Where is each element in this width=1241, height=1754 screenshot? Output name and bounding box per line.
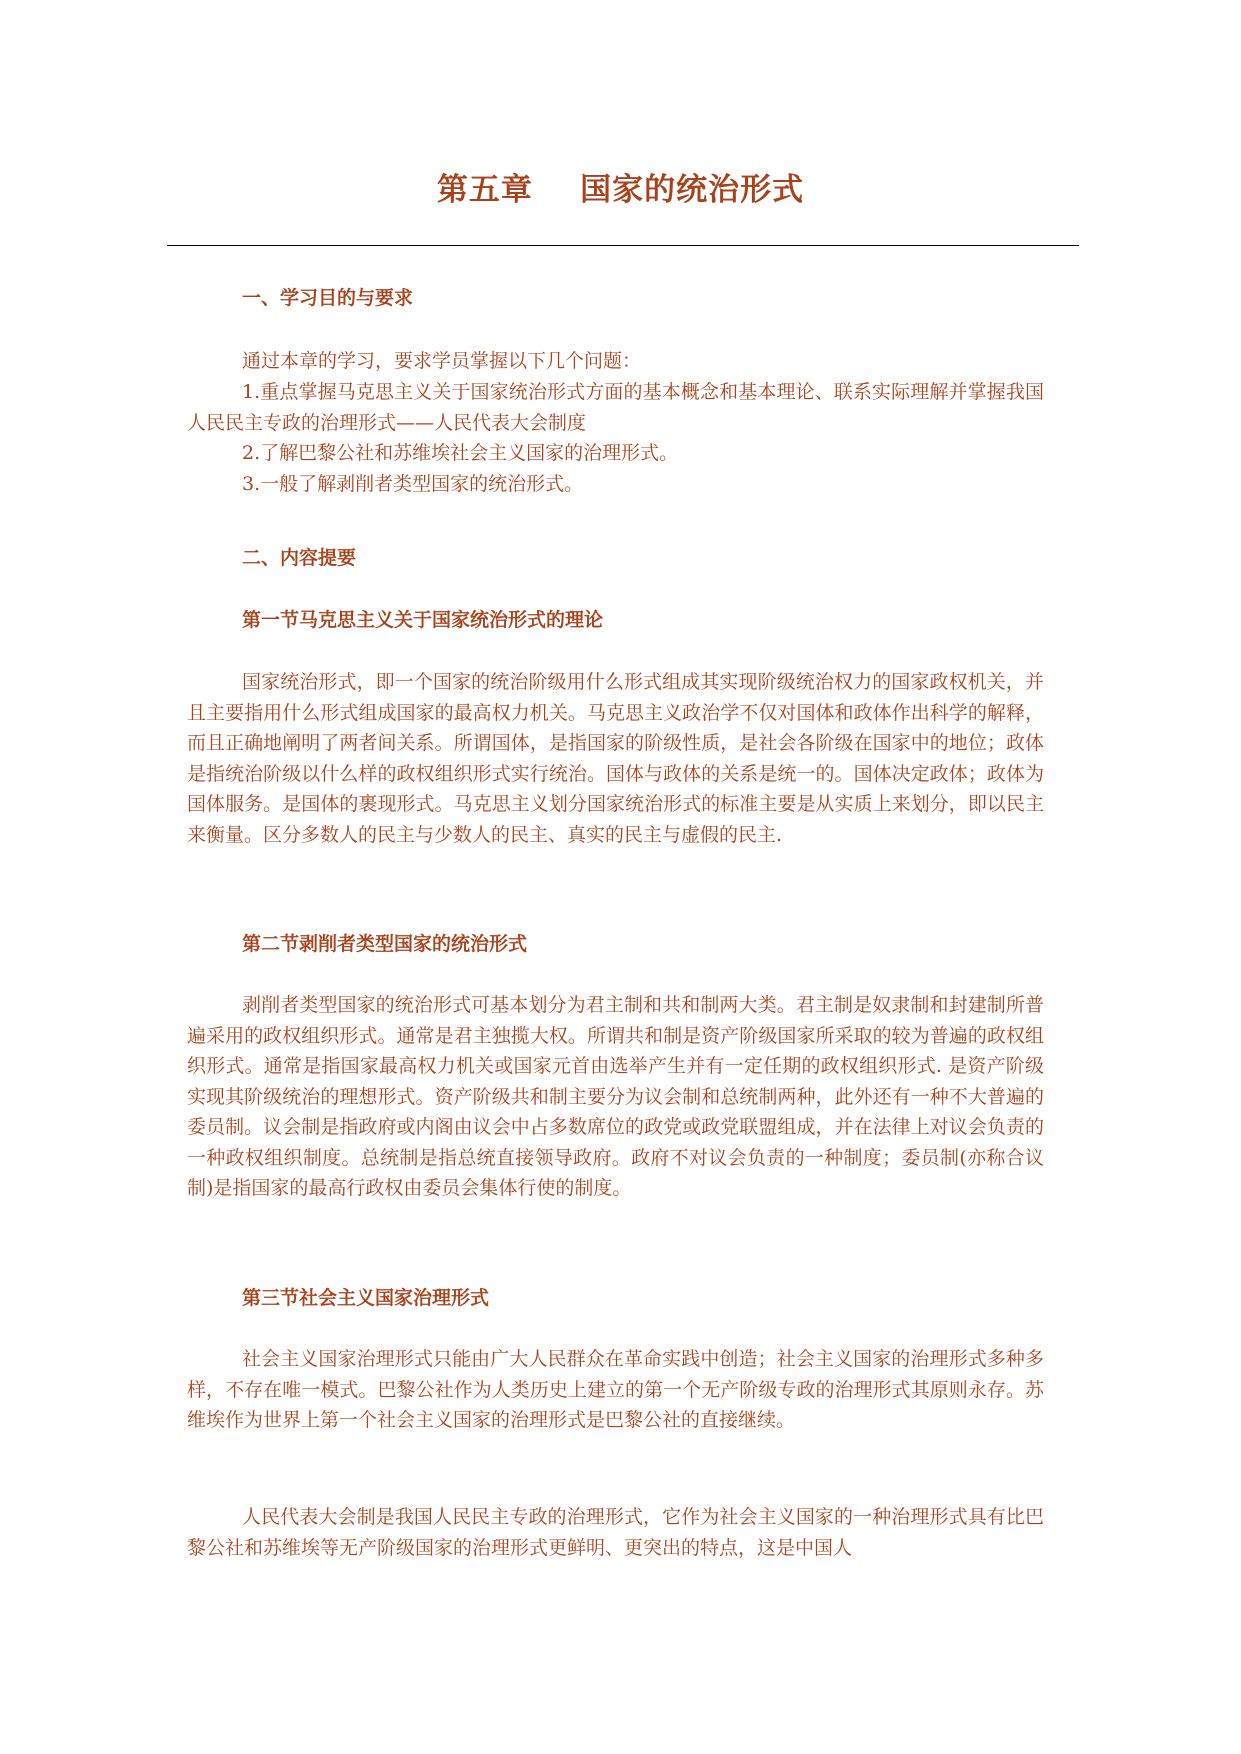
part-heading-1: 第一节马克思主义关于国家统治形式的理论 (242, 609, 604, 631)
chapter-title: 第五章 国家的统治形式 (436, 172, 805, 208)
goal-item-3: 3.一般了解剥削者类型国家的统治形式。 (242, 473, 584, 495)
part-3-paragraph-2: 人民代表大会制是我国人民民主专政的治理形式，它作为社会主义国家的一种治理形式具有比巴黎公社和苏维埃等无产阶级国家的治理形式更鲜明、更突出的特点，这是中国人 (187, 1506, 1044, 1559)
part-2-paragraph: 剥削者类型国家的统治形式可基本划分为君主制和共和制两大类。君主制是奴隶制和封建制所普遍采用的政权组织形式。通常是君主独揽大权。所谓共和制是资产阶级国家所采取的较为普遍的政权组织形式。通常是指国家最高权力机关或国家元首由选举产生并有一定任期的政权组织形式. 是资产阶级实现其阶级统治的理想形式。资产阶级共和制主要分为议会制和总统制两种，此外还有一种不大普遍的委员制。议会制是指政府或内阁由议会中占多数席位的政党或政党联盟组成，并在法律上对议会负责的一种政权组织制度。总统制是指总统直接领导政府。政府不对议会负责的一种制度；委员制(亦称合议制)是指国家的最高行政权由委员会集体行使的制度。 (187, 994, 1044, 1199)
part-3-paragraph-1: 社会主义国家治理形式只能由广大人民群众在革命实践中创造；社会主义国家的治理形式多种多样，不存在唯一模式。巴黎公社作为人类历史上建立的第一个无产阶级专政的治理形式其原则永存。苏维埃作为世界上第一个社会主义国家的治理形式是巴黎公社的直接继续。 (187, 1348, 1044, 1431)
section-heading-goals: 一、学习目的与要求 (242, 287, 414, 309)
section-heading-summary: 二、内容提要 (242, 547, 357, 569)
part-heading-3: 第三节社会主义国家治理形式 (242, 1287, 490, 1309)
goal-item-1: 1.重点掌握马克思主义关于国家统治形式方面的基本概念和基本理论、联系实际理解并掌握我国人民民主专政的治理形式——人民代表大会制度 (187, 381, 1044, 434)
goals-intro: 通过本章的学习，要求学员掌握以下几个问题： (242, 350, 642, 372)
goal-item-2: 2.了解巴黎公社和苏维埃社会主义国家的治理形式。 (242, 442, 679, 464)
title-divider (167, 245, 1079, 246)
part-1-paragraph: 国家统治形式，即一个国家的统治阶级用什么形式组成其实现阶级统治权力的国家政权机关，并且主要指用什么形式组成国家的最高权力机关。马克思主义政治学不仅对国体和政体作出科学的解释，而且正确地阐明了两者间关系。所谓国体，是指国家的阶级性质，是社会各阶级在国家中的地位；政体是指统治阶级以什么样的政权组织形式实行统治。国体与政体的关系是统一的。国体决定政体；政体为国体服务。是国体的裹现形式。马克思主义划分国家统治形式的标准主要是从实质上来划分，即以民主来衡量。区分多数人的民主与少数人的民主、真实的民主与虚假的民主. (187, 671, 1044, 846)
part-heading-2: 第二节剥削者类型国家的统治形式 (242, 933, 528, 955)
